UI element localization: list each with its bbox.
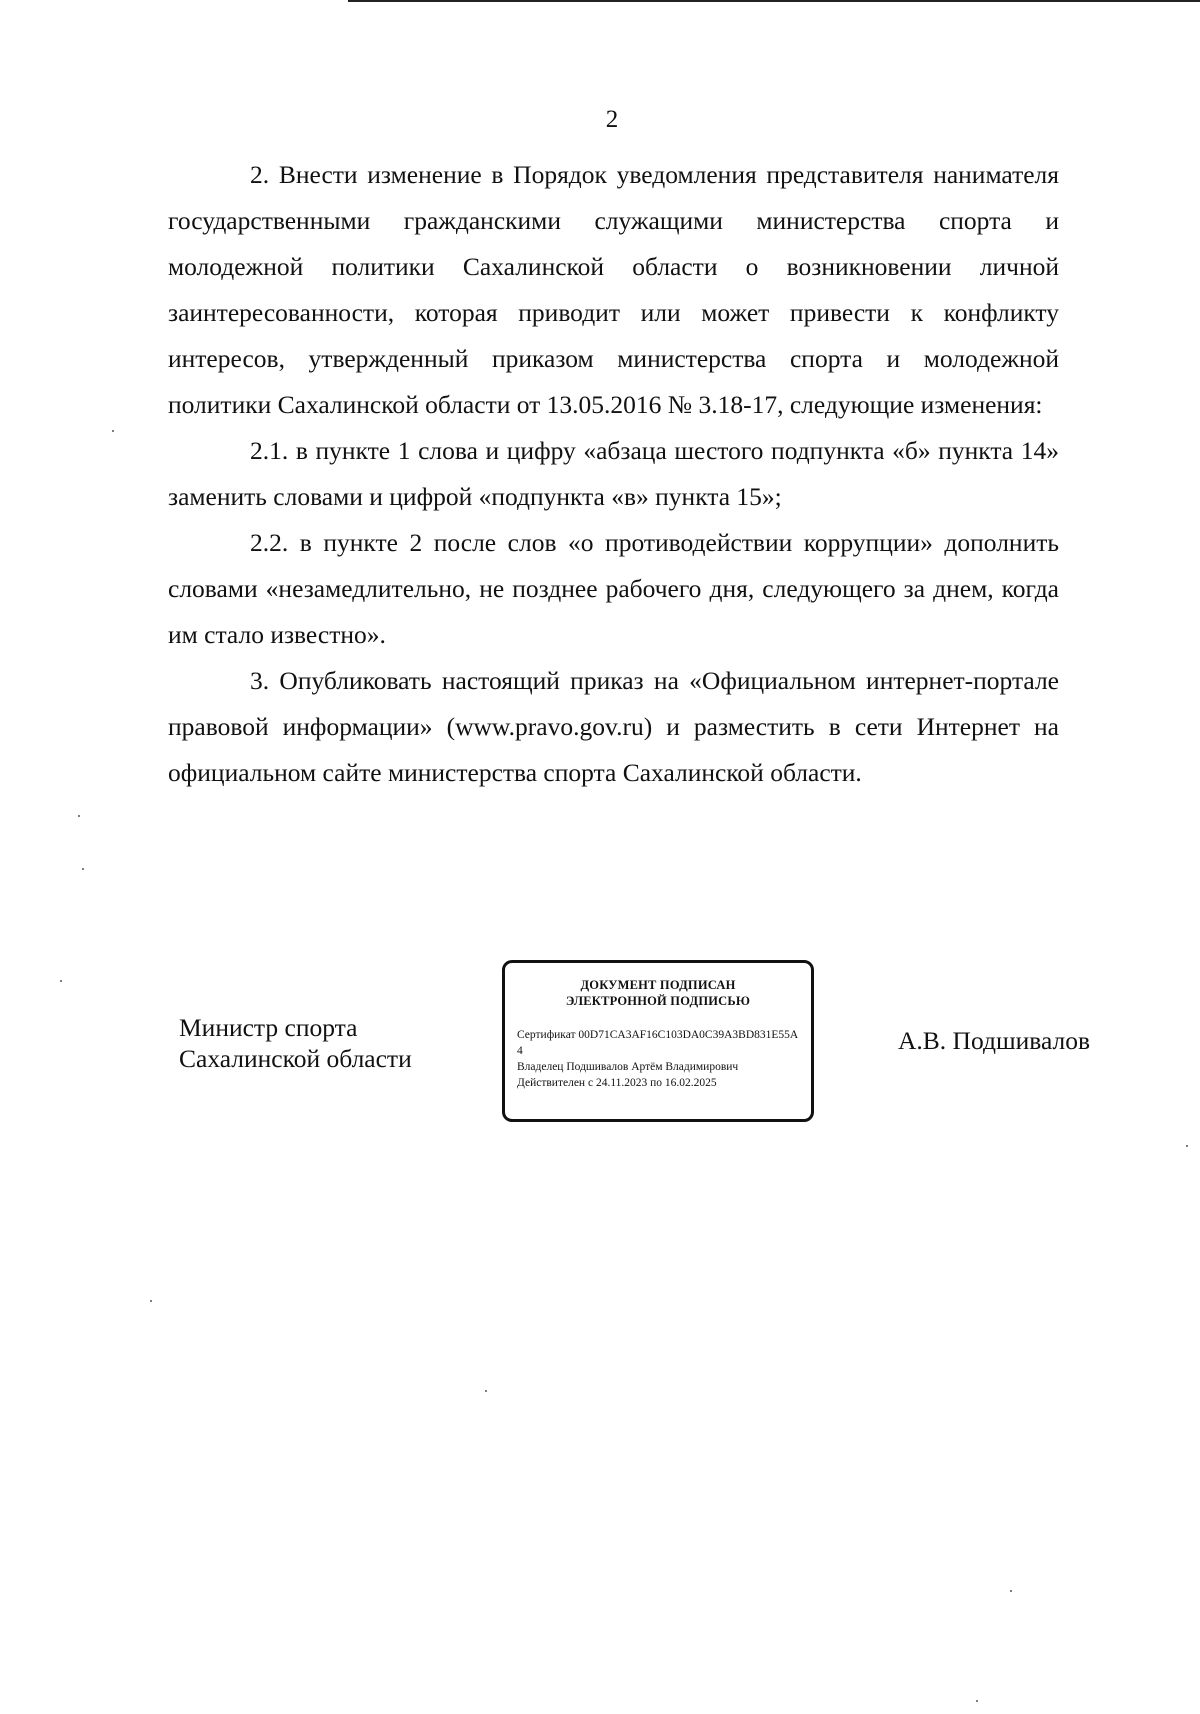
- stamp-certificate: Сертификат 00D71CA3AF16C103DA0C39A3BD831E55A4: [517, 1029, 799, 1057]
- signer-position: [179, 1012, 412, 1074]
- scan-speck: [60, 980, 62, 982]
- signature-block: [0, 960, 1200, 1130]
- scan-speck: [112, 430, 114, 432]
- scan-speck: [485, 1390, 487, 1392]
- paragraph-item-3: 3. Опубликовать настоящий приказ на «Официальном интернет-портале правовой информации» (www.pravo.gov.ru) и разместить в сети Интернет на официальном сайте министерства спорта Сахалинской области.: [168, 666, 1059, 787]
- signer-name: А.В. Подшивалов: [898, 1026, 1090, 1055]
- stamp-owner: Владелец Подшивалов Артём Владимирович: [517, 1061, 739, 1073]
- paragraph-item-2: 2. Внести изменение в Порядок уведомления представителя нанимателя государственными гражданскими служащими министерства спорта и молодежной политики Сахалинской области о возникновении личной заинтересованности, которая приводит или может привести к конфликту интересов, утвержденный приказом министерства спорта и молодежной политики Сахалинской области от 13.05.2016 № 3.18-17, следующие изменения:: [168, 160, 1059, 419]
- stamp-title-line-2: ЭЛЕКТРОННОЙ ПОДПИСЬЮ: [565, 994, 751, 1008]
- signer-position-line-2: Сахалинской области: [179, 1044, 412, 1073]
- top-rule: [348, 0, 1200, 2]
- stamp-title-line-1: ДОКУМЕНТ ПОДПИСАН: [580, 978, 736, 992]
- scan-speck: [150, 1300, 152, 1302]
- stamp-validity: Действителен с 24.11.2023 по 16.02.2025: [517, 1077, 717, 1089]
- scan-speck: [1010, 1590, 1012, 1592]
- paragraph-item-2-1: 2.1. в пункте 1 слова и цифру «абзаца шестого подпункта «б» пункта 14» заменить словами и цифрой «подпункта «в» пункта 15»;: [168, 436, 1059, 511]
- scan-speck: [82, 868, 84, 870]
- document-body: [168, 152, 1059, 796]
- scan-speck: [976, 1700, 978, 1702]
- scan-speck: [1186, 1145, 1188, 1147]
- scan-speck: [78, 815, 80, 817]
- signer-position-line-1: Министр спорта: [179, 1013, 358, 1042]
- electronic-signature-stamp: [502, 960, 814, 1122]
- page-number: 2: [605, 106, 619, 133]
- paragraph-item-2-2: 2.2. в пункте 2 после слов «о противодействии коррупции» дополнить словами «незамедлительно, не позднее рабочего дня, следующего за днем, когда им стало известно».: [168, 528, 1059, 649]
